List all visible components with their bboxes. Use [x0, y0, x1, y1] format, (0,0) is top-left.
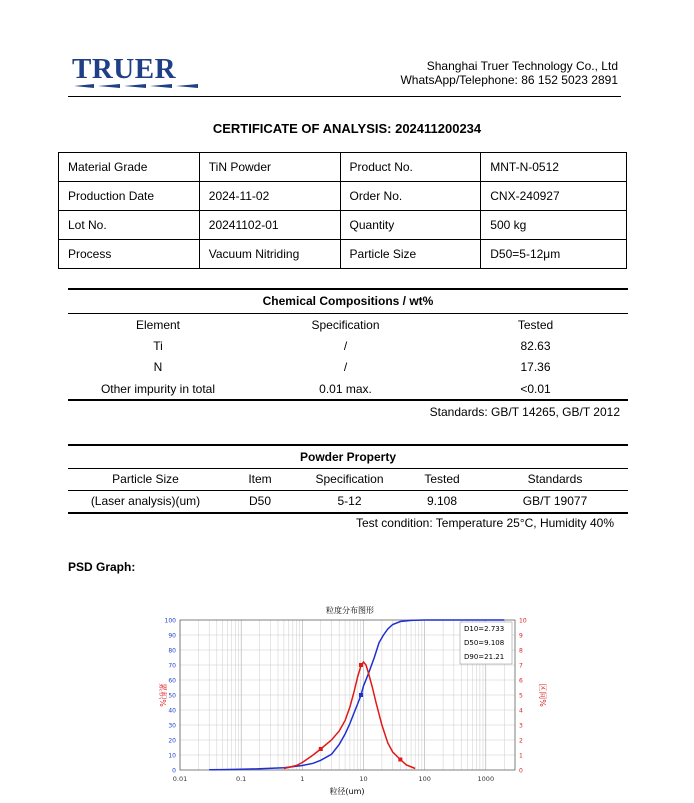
info-value: CNX-240927: [481, 182, 627, 211]
y-tick-label-left: 10: [168, 752, 176, 760]
info-label: Production Date: [59, 182, 200, 211]
company-name: Shanghai Truer Technology Co., Ltd: [426, 59, 618, 73]
logo-text: TRUER: [72, 53, 177, 85]
table-row: [68, 378, 628, 399]
element-cell: Ti: [153, 338, 163, 353]
item-cell: D50: [248, 494, 271, 509]
tested-cell: <0.01: [520, 381, 551, 396]
info-value: MNT-N-0512: [481, 153, 627, 182]
x-tick-label: 1: [300, 775, 305, 783]
test-condition: Test condition: Temperature 25°C, Humidity 40%: [355, 516, 614, 530]
y-tick-label-left: 0: [172, 767, 176, 775]
company-logo: [72, 54, 202, 88]
differential-marker: [319, 747, 323, 751]
y-tick-label-right: 4: [519, 707, 523, 715]
tested-cell: 9.108: [426, 494, 458, 509]
table-row: [59, 211, 627, 240]
y-tick-label-right: 2: [519, 737, 523, 745]
column-header: Standards: [527, 472, 583, 487]
chemical-title: Chemical Compositions / wt%: [68, 290, 628, 314]
chart-title: 粒度分布图形: [326, 606, 374, 615]
y-tick-label-left: 100: [164, 617, 176, 625]
info-label: Quantity: [340, 211, 481, 240]
table-header-row: [68, 469, 628, 491]
specification-cell: 5-12: [337, 494, 362, 509]
powder-property-section: [68, 444, 628, 514]
annotation-d10: D10=2.733: [464, 625, 505, 633]
psd-chart: [140, 600, 560, 798]
element-cell: Other impurity in total: [100, 381, 216, 396]
table-header-row: [68, 314, 628, 335]
differential-marker: [398, 758, 402, 762]
y-tick-label-right: 5: [519, 692, 523, 700]
y-tick-label-right: 9: [519, 632, 523, 640]
table-row: [68, 491, 628, 513]
table-row: [68, 335, 628, 356]
tested-cell: 82.63: [520, 338, 551, 353]
info-label: Lot No.: [59, 211, 200, 240]
company-contact: WhatsApp/Telephone: 86 152 5023 2891: [400, 73, 618, 87]
y-tick-label-left: 30: [168, 722, 176, 730]
y-tick-label-left: 60: [168, 677, 176, 685]
method-cell: (Laser analysis)(um): [90, 494, 201, 509]
annotation-d90: D90=21.21: [464, 653, 505, 661]
company-info: [400, 59, 618, 87]
x-tick-label: 0.01: [172, 775, 188, 783]
powder-title: Powder Property: [68, 446, 628, 469]
element-cell: N: [153, 360, 163, 375]
x-tick-label: 10: [359, 775, 368, 783]
annotation-box: [460, 622, 512, 664]
y-axis-label-left: 累积%: [158, 683, 167, 707]
y-tick-label-left: 20: [168, 737, 176, 745]
y-tick-label-right: 6: [519, 677, 523, 685]
info-value: 20241102-01: [199, 211, 340, 240]
header-divider: [68, 96, 621, 97]
info-label: Order No.: [340, 182, 481, 211]
info-label: Particle Size: [340, 240, 481, 269]
x-tick-label: 0.1: [235, 775, 247, 783]
info-value: 2024-11-02: [199, 182, 340, 211]
info-value: TiN Powder: [199, 153, 340, 182]
y-tick-label-right: 3: [519, 722, 523, 730]
table-row: [68, 357, 628, 378]
chemical-standards: Standards: GB/T 14265, GB/T 2012: [429, 405, 620, 419]
x-tick-label: 100: [418, 775, 431, 783]
y-tick-label-left: 50: [168, 692, 176, 700]
y-tick-label-left: 80: [168, 647, 176, 655]
specification-cell: /: [343, 338, 348, 353]
info-label: Material Grade: [59, 153, 200, 182]
differential-line: [284, 662, 415, 769]
x-tick-label: 1000: [477, 775, 495, 783]
y-tick-label-right: 10: [519, 617, 527, 625]
x-axis-label: 粒径(um): [329, 787, 365, 796]
info-label: Process: [59, 240, 200, 269]
y-tick-label-right: 0: [519, 767, 523, 775]
column-header: Specification: [315, 472, 384, 487]
tested-cell: 17.36: [520, 360, 551, 375]
y-tick-label-left: 70: [168, 662, 176, 670]
y-tick-label-right: 7: [519, 662, 523, 670]
y-tick-label-right: 8: [519, 647, 523, 655]
y-tick-label-right: 1: [519, 752, 523, 760]
info-value: 500 kg: [481, 211, 627, 240]
column-header: Particle Size: [112, 472, 179, 487]
column-header: Specification: [311, 317, 380, 332]
annotation-d50: D50=9.108: [464, 639, 505, 647]
column-header: Item: [248, 472, 272, 487]
info-label: Product No.: [340, 153, 481, 182]
info-value: Vacuum Nitriding: [199, 240, 340, 269]
product-info-table: [58, 152, 627, 269]
standards-cell: GB/T 19077: [522, 494, 588, 509]
certificate-title: CERTIFICATE OF ANALYSIS: 202411200234: [212, 121, 482, 136]
psd-graph-label: PSD Graph:: [68, 560, 136, 574]
column-header: Element: [135, 317, 181, 332]
logo-swoosh-icon: [74, 83, 198, 89]
specification-cell: 0.01 max.: [319, 381, 372, 396]
y-tick-label-left: 90: [168, 632, 176, 640]
chemical-compositions-section: [68, 288, 628, 401]
table-row: [59, 153, 627, 182]
differential-marker: [359, 663, 363, 667]
column-header: Tested: [424, 472, 460, 487]
y-tick-label-left: 40: [168, 707, 176, 715]
info-value: D50=5-12μm: [481, 240, 627, 269]
specification-cell: /: [343, 360, 348, 375]
column-header: Tested: [517, 317, 554, 332]
table-row: [59, 240, 627, 269]
cumulative-marker: [359, 693, 363, 697]
y-axis-label-right: 区间%: [538, 683, 547, 707]
table-row: [59, 182, 627, 211]
